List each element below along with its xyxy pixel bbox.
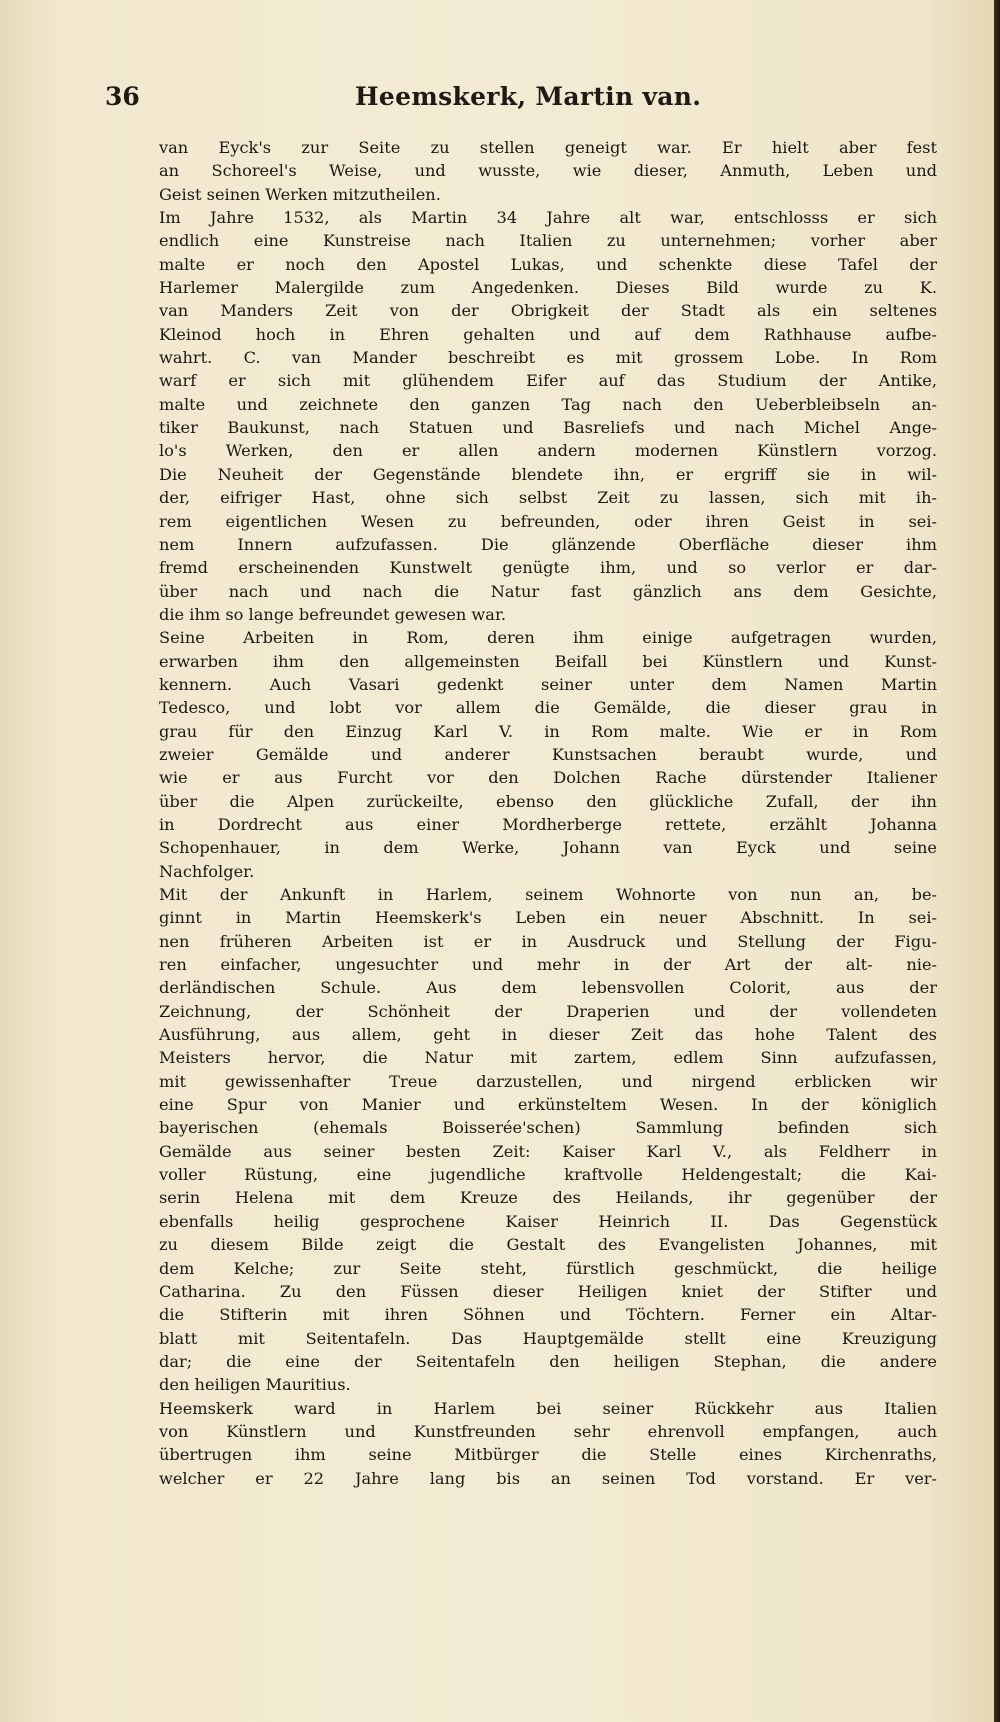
text-line: grau für den Einzug Karl V. in Rom malte. Wie er in Rom [159,721,937,741]
running-head: Heemskerk, Martin van. [355,82,702,111]
text-line: dar; die eine der Seitentafeln den heiligen Stephan, die andere [159,1351,937,1371]
text-line: Gemälde aus seiner besten Zeit: Kaiser Karl V., als Feldherr in [159,1141,937,1161]
text-line: die Stifterin mit ihren Söhnen und Töchtern. Ferner ein Altar- [159,1305,937,1325]
text-line: Geist seinen Werken mitzutheilen. [159,184,441,204]
text-line: an Schoreel's Weise, und wusste, wie dieser, Anmuth, Leben und [159,161,937,181]
text-line: fremd erscheinenden Kunstwelt genügte ihm, und so verlor er dar- [159,558,937,578]
text-line: Die Neuheit der Gegenstände blendete ihn, er ergriff sie in wil- [159,464,937,484]
text-line: bayerischen (ehemals Boisserée'schen) Sammlung befinden sich [159,1118,937,1138]
text-line: erwarben ihm den allgemeinsten Beifall bei Künstlern und Kunst- [159,651,937,671]
text-line: über nach und nach die Natur fast gänzlich ans dem Gesichte, [159,581,937,601]
text-line: derländischen Schule. Aus dem lebensvollen Colorit, aus der [159,978,937,998]
text-line: Kleinod hoch in Ehren gehalten und auf dem Rathhause aufbe- [159,324,937,344]
text-line: zweier Gemälde und anderer Kunstsachen beraubt wurde, und [159,744,937,764]
text-line: übertrugen ihm seine Mitbürger die Stelle eines Kirchenraths, [159,1445,937,1465]
text-line: von Künstlern und Kunstfreunden sehr ehrenvoll empfangen, auch [159,1421,937,1441]
text-line: Harlemer Malergilde zum Angedenken. Dieses Bild wurde zu K. [159,278,937,298]
text-line: lo's Werken, den er allen andern modernen Künstlern vorzog. [159,441,937,461]
text-line: malte und zeichnete den ganzen Tag nach den Ueberbleibseln an- [159,394,937,414]
text-line: van Manders Zeit von der Obrigkeit der Stadt als ein seltenes [159,301,937,321]
text-line: ren einfacher, ungesuchter und mehr in der Art der alt- nie- [159,955,937,975]
text-line: zu diesem Bilde zeigt die Gestalt des Evangelisten Johannes, mit [159,1235,937,1255]
text-line: Catharina. Zu den Füssen dieser Heiligen kniet der Stifter und [159,1281,937,1301]
text-line: wahrt. C. van Mander beschreibt es mit grossem Lobe. In Rom [159,348,937,368]
text-line: die ihm so lange befreundet gewesen war. [159,604,507,624]
text-line: Im Jahre 1532, als Martin 34 Jahre alt war, entschlosss er sich [159,208,937,228]
text-line: den heiligen Mauritius. [159,1375,351,1395]
text-line: welcher er 22 Jahre lang bis an seinen Tod vorstand. Er ver- [159,1468,937,1488]
text-line: der, eifriger Hast, ohne sich selbst Zeit zu lassen, sich mit ih- [159,488,937,508]
text-line: eine Spur von Manier und erkünsteltem Wesen. In der königlich [159,1095,937,1115]
page-edge [994,0,1000,1722]
text-line: ebenfalls heilig gesprochene Kaiser Heinrich II. Das Gegenstück [159,1211,937,1231]
text-line: rem eigentlichen Wesen zu befreunden, oder ihren Geist in sei- [159,511,937,531]
text-line: warf er sich mit glühendem Eifer auf das Studium der Antike, [159,371,937,391]
text-line: Nachfolger. [159,861,255,881]
text-line: Meisters hervor, die Natur mit zartem, edlem Sinn aufzufassen, [159,1048,937,1068]
text-line: blatt mit Seitentafeln. Das Hauptgemälde stellt eine Kreuzigung [159,1328,937,1348]
text-line: endlich eine Kunstreise nach Italien zu unternehmen; vorher aber [159,231,937,251]
text-line: wie er aus Furcht vor den Dolchen Rache dürstender Italiener [159,768,937,788]
page-header [105,82,945,122]
page-number: 36 [105,82,140,111]
text-line: über die Alpen zurückeilte, ebenso den glückliche Zufall, der ihn [159,791,937,811]
text-line: voller Rüstung, eine jugendliche kraftvolle Heldengestalt; die Kai- [159,1165,937,1185]
text-line: Seine Arbeiten in Rom, deren ihm einige aufgetragen wurden, [159,628,937,648]
text-line: Schopenhauer, in dem Werke, Johann van Eyck und seine [159,838,937,858]
text-line: Tedesco, und lobt vor allem die Gemälde, die dieser grau in [159,698,937,718]
text-line: nem Innern aufzufassen. Die glänzende Oberfläche dieser ihm [159,534,937,554]
text-line: in Dordrecht aus einer Mordherberge rettete, erzählt Johanna [159,814,937,834]
text-line: van Eyck's zur Seite zu stellen geneigt war. Er hielt aber fest [159,138,937,157]
text-line: tiker Baukunst, nach Statuen und Basreliefs und nach Michel Ange- [159,418,937,438]
text-line: dem Kelche; zur Seite steht, fürstlich geschmückt, die heilige [159,1258,937,1278]
text-line: Heemskerk ward in Harlem bei seiner Rückkehr aus Italien [159,1398,937,1418]
text-line: ginnt in Martin Heemskerk's Leben ein neuer Abschnitt. In sei- [159,908,937,928]
text-line: serin Helena mit dem Kreuze des Heilands, ihr gegenüber der [159,1188,937,1208]
text-line: Zeichnung, der Schönheit der Draperien und der vollendeten [159,1001,937,1021]
body-text [159,136,937,1490]
text-line: Ausführung, aus allem, geht in dieser Zeit das hohe Talent des [159,1025,937,1045]
text-line: mit gewissenhafter Treue darzustellen, und nirgend erblicken wir [159,1071,937,1091]
text-line: Mit der Ankunft in Harlem, seinem Wohnorte von nun an, be- [159,885,937,904]
text-line: nen früheren Arbeiten ist er in Ausdruck und Stellung der Figu- [159,931,937,951]
text-line: kennern. Auch Vasari gedenkt seiner unter dem Namen Martin [159,674,937,694]
text-line: malte er noch den Apostel Lukas, und schenkte diese Tafel der [159,254,937,274]
